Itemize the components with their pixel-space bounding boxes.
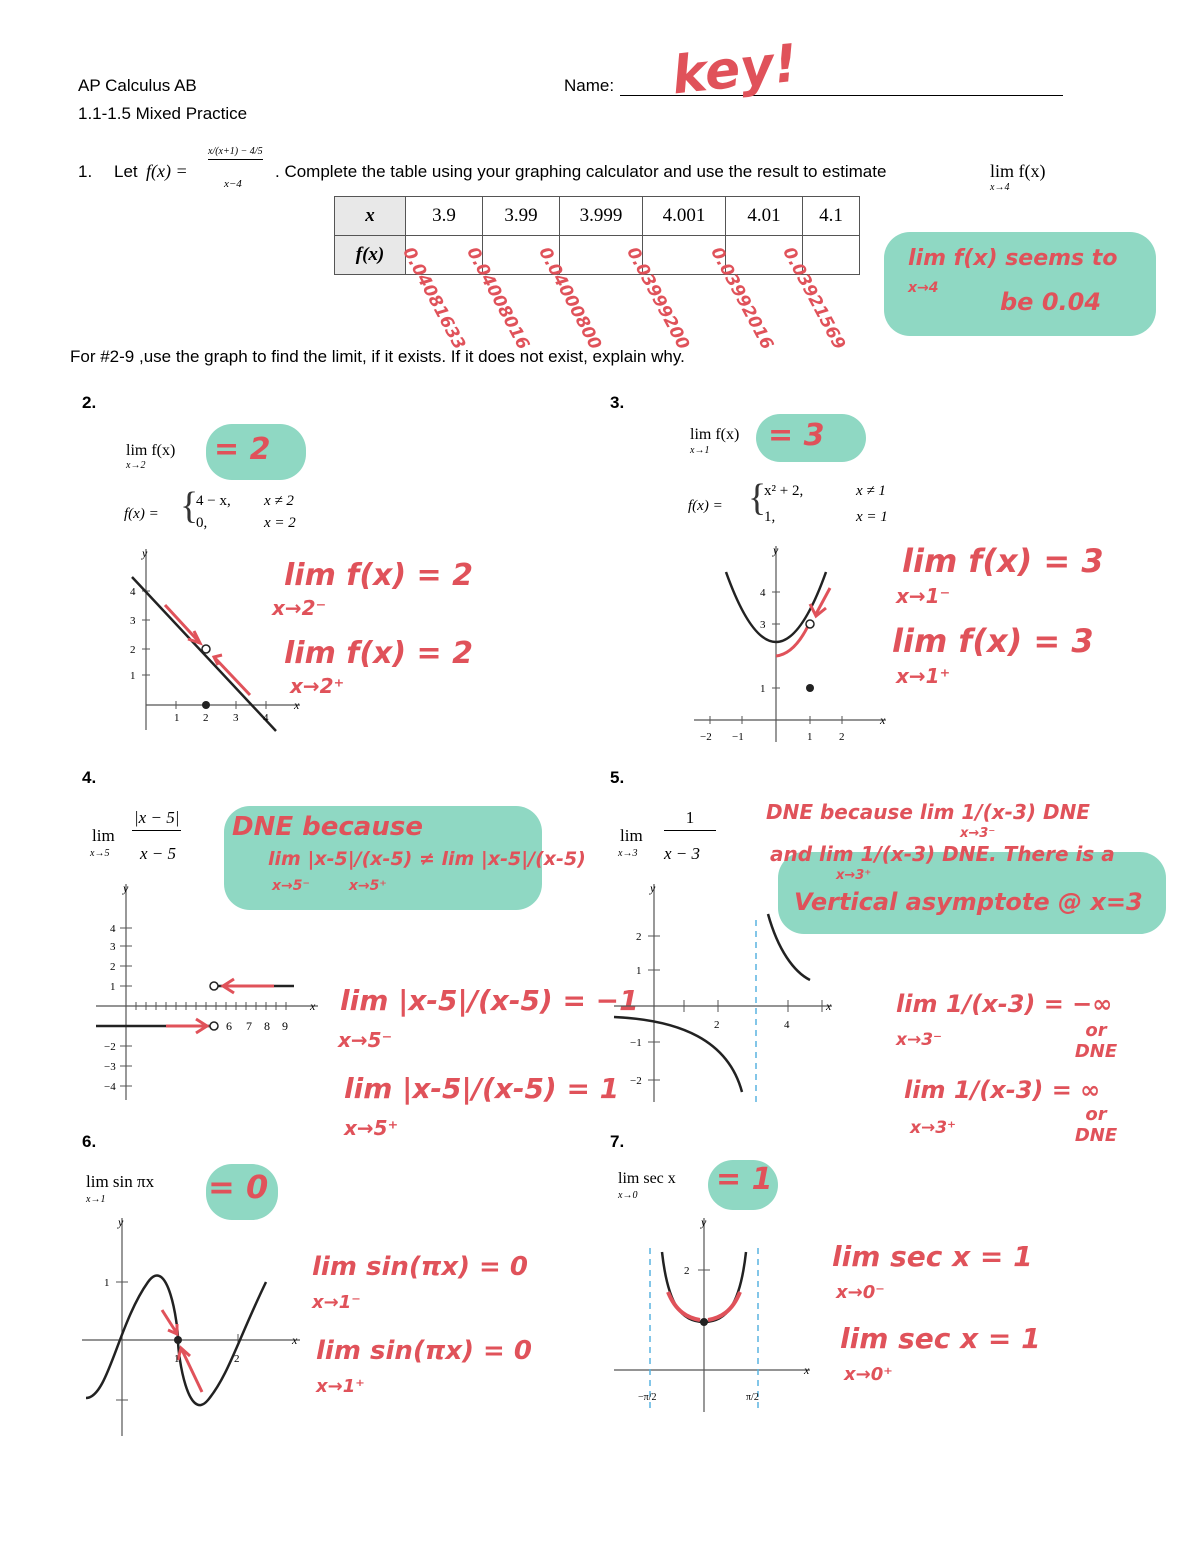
q3-brace: { (748, 477, 767, 519)
arrow-right (214, 657, 250, 695)
tick-label: 2 (203, 712, 209, 724)
q3-graph (690, 542, 900, 752)
q6-lim: lim sin πx (86, 1172, 155, 1191)
filled-point (202, 701, 210, 709)
tick-label: −4 (104, 1081, 116, 1093)
q1-prompt: . Complete the table using your graphing calculator and use the result to estimate (275, 162, 887, 181)
table-fx-header: f(x) (335, 236, 406, 275)
table-cell: 4.001 (643, 197, 726, 236)
tick-label: 4 (784, 1019, 790, 1031)
q3-piece2: 1, (764, 509, 776, 525)
q4-lim: lim (92, 826, 115, 845)
q3-answer: = 3 (768, 418, 825, 453)
tick-label: 9 (282, 1019, 288, 1033)
table-cell: 4.01 (726, 197, 803, 236)
q2-cond1: x ≠ 2 (264, 493, 294, 509)
tick-label: 1 (130, 670, 136, 682)
q5-work1-sub: x→3⁻ (896, 1030, 943, 1050)
open-point (202, 645, 210, 653)
q7-work2-sub: x→0⁺ (844, 1364, 893, 1385)
tick-label: −2 (700, 731, 712, 743)
q3-lim: lim f(x) (690, 426, 740, 443)
q5-work1-alt: or DNE (1074, 1020, 1118, 1062)
tick-label: 7 (246, 1019, 252, 1033)
q7-number: 7. (610, 1132, 625, 1151)
tick-label: 3 (233, 712, 239, 724)
q2-piece2: 0, (196, 515, 208, 531)
q7-answer: = 1 (716, 1162, 773, 1197)
q1-fx: f(x) = (146, 161, 188, 181)
axis-label-y: y (123, 881, 129, 895)
tick-label: 2 (110, 961, 116, 973)
tick-label: 4 (130, 586, 136, 598)
q5-work1: lim 1/(x-3) = −∞ (896, 990, 1113, 1018)
q2-work2-sub: x→2⁺ (290, 674, 345, 698)
axis-label-y: y (118, 1215, 124, 1229)
q1-number: 1. (78, 162, 93, 181)
q3-work2-sub: x→1⁺ (896, 664, 951, 688)
q4-graph (90, 880, 330, 1106)
q5-lim-sub: x→3 (618, 848, 638, 859)
tick-label: 1 (760, 683, 766, 695)
q7-work1: lim sec x = 1 (832, 1240, 1033, 1273)
tick-label: 6 (226, 1019, 232, 1033)
axis-label-x: x (294, 698, 300, 712)
q6-work2-sub: x→1⁺ (316, 1376, 365, 1397)
q5-lim: lim (620, 826, 643, 845)
q2-work2: lim f(x) = 2 (284, 636, 473, 671)
axis-label-x: x (826, 999, 832, 1013)
q2-lim-sub: x→2 (126, 460, 146, 471)
q4-answer-sub: x→5⁻ x→5⁺ (272, 878, 387, 894)
table-x-header: x (335, 197, 406, 236)
q4-answer-line2: lim |x-5|/(x-5) ≠ lim |x-5|/(x-5) (268, 848, 586, 870)
q1-answer-4: 0.03999200 (622, 244, 694, 354)
q1-frac-top: x/(x+1) − 4/5 (208, 146, 263, 160)
q6-lim-sub: x→1 (86, 1194, 106, 1205)
q2-work1-sub: x→2⁻ (272, 596, 327, 620)
tick-label: −3 (104, 1061, 116, 1073)
q2-lim: lim f(x) (126, 442, 176, 459)
q7-work2: lim sec x = 1 (840, 1322, 1041, 1355)
arrow-left (165, 605, 200, 643)
q4-answer-line1: DNE because (232, 812, 423, 842)
axis-label-y: y (701, 1215, 707, 1229)
table-cell: 3.999 (560, 197, 643, 236)
q6-number: 6. (82, 1132, 97, 1151)
q7-work1-sub: x→0⁻ (836, 1282, 885, 1303)
filled-point (806, 684, 814, 692)
tick-label: −π/2 (638, 1392, 657, 1403)
q5-number: 5. (610, 768, 625, 787)
q5-work2-alt: or DNE (1074, 1104, 1118, 1146)
q1-limit: lim f(x) (990, 161, 1046, 181)
q2-number: 2. (82, 393, 97, 412)
q4-work2-sub: x→5⁺ (344, 1116, 399, 1140)
q1-conclusion-line2: be 0.04 (1000, 288, 1102, 316)
axis-label-x: x (310, 999, 316, 1013)
q3-number: 3. (610, 393, 625, 412)
q4-work2: lim |x-5|/(x-5) = 1 (344, 1072, 620, 1105)
q1-let: Let (114, 162, 138, 181)
tick-label: −1 (732, 731, 744, 743)
tick-label: 4 (263, 712, 269, 724)
q6-answer: = 0 (208, 1168, 269, 1206)
table-cell (803, 236, 860, 275)
q4-frac-bottom: x − 5 (140, 844, 177, 863)
tick-label: 1 (110, 981, 116, 993)
q2-piece1: 4 − x, (196, 493, 231, 509)
tick-label: 3 (110, 941, 116, 953)
tick-label: 1 (104, 1277, 110, 1289)
axis-label-x: x (804, 1363, 810, 1377)
q5-graph (610, 880, 840, 1106)
q1-answer-5: 0.03992016 (706, 244, 778, 354)
q4-frac-top: |x − 5| (132, 808, 181, 831)
q6-graph (78, 1214, 308, 1440)
q6-work2: lim sin(πx) = 0 (316, 1336, 532, 1366)
q1-frac-bottom: x−4 (224, 178, 242, 190)
table-cell: 4.1 (803, 197, 860, 236)
axis-label-y: y (650, 881, 656, 895)
tick-label: 1 (174, 1353, 180, 1365)
q4-number: 4. (82, 768, 97, 787)
q3-work2: lim f(x) = 3 (892, 622, 1094, 660)
tick-label: 2 (636, 931, 642, 943)
q1-conclusion-sub: x→4 (908, 280, 939, 296)
q3-cond1: x ≠ 1 (856, 483, 886, 499)
tick-label: 1 (174, 712, 180, 724)
q4-lim-sub: x→5 (90, 848, 110, 859)
q5-answer-line1: DNE because lim 1/(x-3) DNE (766, 800, 1090, 824)
name-value: key! (669, 33, 801, 107)
tick-label: 1 (636, 965, 642, 977)
open-point (806, 620, 814, 628)
ticks (120, 928, 286, 1086)
q1-answer-6: 0.03921569 (778, 244, 850, 354)
q6-work1: lim sin(πx) = 0 (312, 1252, 528, 1282)
q2-cond2: x = 2 (264, 515, 296, 531)
q5-work2: lim 1/(x-3) = ∞ (904, 1076, 1101, 1104)
q7-graph (610, 1212, 820, 1422)
tick-label: 3 (760, 619, 766, 631)
q4-work1: lim |x-5|/(x-5) = −1 (340, 984, 639, 1017)
q2-work1: lim f(x) = 2 (284, 558, 473, 593)
q5-work2-sub: x→3⁺ (910, 1118, 957, 1138)
q6-work1-sub: x→1⁻ (312, 1292, 361, 1313)
q5-answer-sub1: x→3⁻ (960, 826, 996, 841)
right-branch (768, 914, 810, 980)
tick-label: 2 (839, 731, 845, 743)
tick-label: 2 (234, 1353, 240, 1365)
course-title: AP Calculus AB (78, 76, 197, 95)
table-cell: 3.9 (406, 197, 483, 236)
open-point-right (210, 982, 218, 990)
q7-lim-sub: x→0 (618, 1190, 638, 1201)
axis-label-x: x (292, 1333, 298, 1347)
tick-label: 4 (760, 587, 766, 599)
open-point-left (210, 1022, 218, 1030)
point (174, 1336, 182, 1344)
q1-conclusion-line1: lim f(x) seems to (908, 246, 1118, 271)
tick-label: 4 (110, 923, 116, 935)
tick-label: 2 (714, 1019, 720, 1031)
tick-label: −2 (104, 1041, 116, 1053)
table-row (335, 197, 860, 236)
q2-fx: f(x) = (124, 506, 159, 522)
q5-answer-sub2: x→3⁺ (836, 868, 872, 883)
q4-work1-sub: x→5⁻ (338, 1028, 393, 1052)
q3-fx: f(x) = (688, 498, 723, 514)
q3-work1: lim f(x) = 3 (902, 542, 1104, 580)
tick-label: 2 (684, 1265, 690, 1277)
q1-answer-1: 0.04081633 (398, 244, 470, 354)
tick-label: −1 (630, 1037, 642, 1049)
q3-piece1: x² + 2, (764, 483, 804, 499)
q1-answer-3: 0.04000800 (534, 244, 606, 354)
q2-answer: = 2 (214, 432, 271, 467)
point (700, 1318, 708, 1326)
table-cell: 3.99 (483, 197, 560, 236)
axis-label-y: y (773, 543, 779, 557)
q7-lim: lim sec x (618, 1170, 676, 1187)
tick-label: −2 (630, 1075, 642, 1087)
q5-answer-line2: and lim 1/(x-3) DNE. There is a (770, 842, 1115, 866)
section-title: 1.1-1.5 Mixed Practice (78, 104, 248, 123)
q5-answer-line3: Vertical asymptote @ x=3 (794, 888, 1143, 916)
tick-label: π/2 (746, 1392, 759, 1403)
tick-label: 2 (130, 644, 136, 656)
tick-label: 8 (264, 1019, 270, 1033)
q3-lim-sub: x→1 (690, 445, 710, 456)
tick-label: 3 (130, 615, 136, 627)
ticks (648, 936, 822, 1080)
tick-label: 1 (807, 731, 813, 743)
q2-brace: { (180, 485, 199, 527)
name-label: Name: (564, 76, 615, 95)
axis-label-x: x (880, 713, 886, 727)
instructions: For #2-9 ,use the graph to find the limit, if it exists. If it does not exist, explain why. (70, 347, 685, 366)
q3-cond2: x = 1 (856, 509, 888, 525)
q5-frac-top: 1 (664, 808, 716, 831)
q1-answer-2: 0.04008016 (462, 244, 534, 354)
q5-frac-bottom: x − 3 (664, 844, 701, 863)
q1-limit-sub: x→4 (990, 182, 1010, 193)
axis-label-y: y (142, 546, 148, 560)
q3-work1-sub: x→1⁻ (896, 584, 951, 608)
q2-graph (110, 545, 310, 745)
